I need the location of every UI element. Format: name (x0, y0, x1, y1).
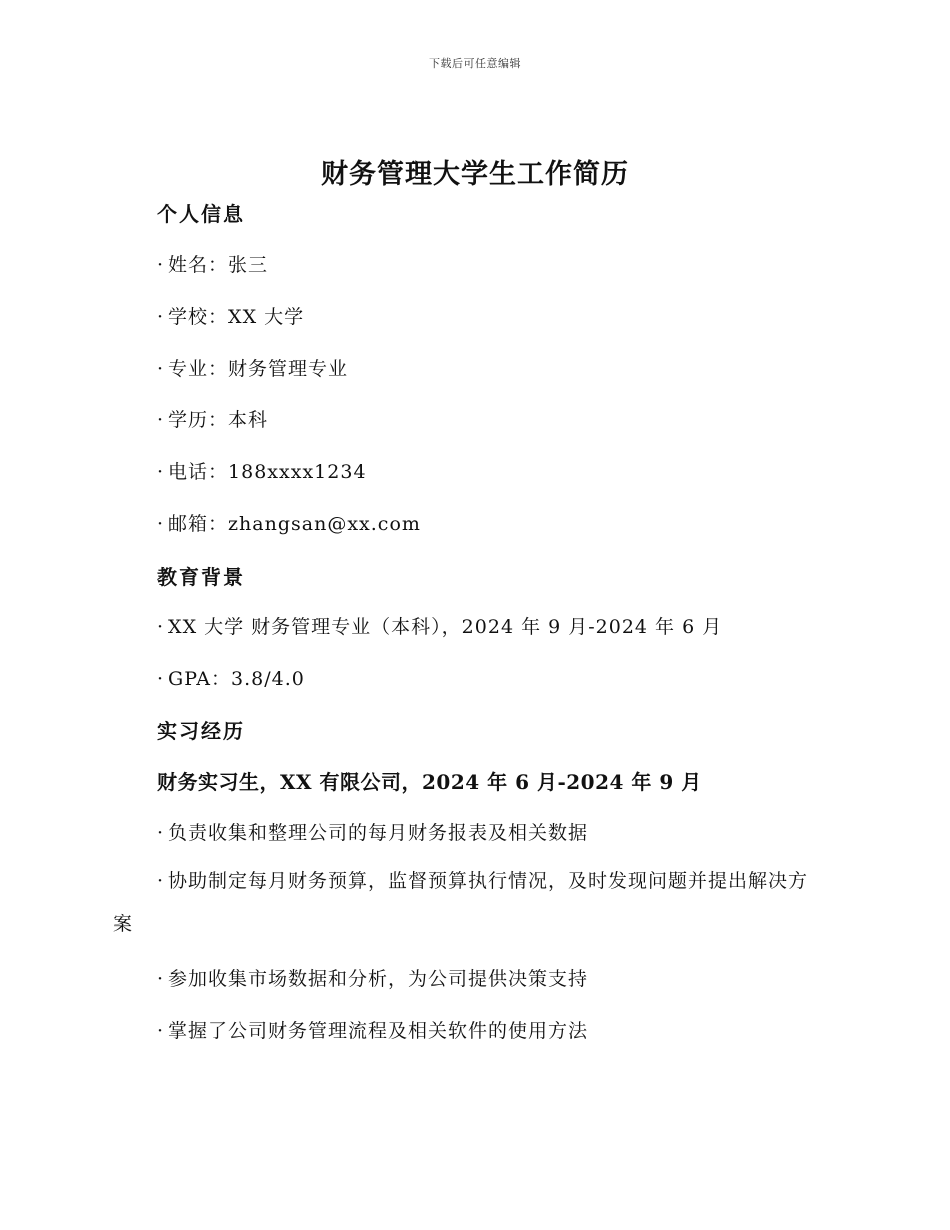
personal-school: 学校：XX 大学 (168, 306, 305, 328)
internship-subheading: 财务实习生，XX 有限公司，2024 年 6 月-2024 年 9 月 (157, 770, 702, 794)
bullet: · (157, 461, 165, 483)
bullet: · (157, 968, 165, 990)
list-item (157, 1016, 588, 1043)
list-item (157, 354, 348, 381)
bullet: · (157, 870, 165, 892)
section-heading-education: 教育背景 (157, 565, 245, 589)
list-item (157, 818, 588, 845)
header-note: 下载后可任意编辑 (429, 57, 521, 70)
list-item (157, 302, 304, 329)
page-title: 财务管理大学生工作简历 (321, 159, 629, 190)
bullet: · (157, 668, 165, 690)
list-item (157, 405, 268, 432)
internship-duty: 负责收集和整理公司的每月财务报表及相关数据 (168, 822, 589, 844)
personal-name: 姓名：张三 (168, 254, 269, 276)
personal-email: 邮箱：zhangsan@xx.com (168, 513, 421, 535)
bullet: · (157, 254, 165, 276)
section-heading-internship: 实习经历 (157, 719, 245, 743)
personal-degree: 学历：本科 (168, 409, 269, 431)
bullet: · (157, 513, 165, 535)
list-item (157, 612, 722, 639)
section-heading-personal: 个人信息 (157, 202, 245, 226)
bullet: · (157, 616, 165, 638)
list-item (113, 860, 828, 946)
internship-duty: 掌握了公司财务管理流程及相关软件的使用方法 (168, 1020, 589, 1042)
bullet: · (157, 1020, 165, 1042)
list-item (157, 457, 367, 484)
internship-duty: 协助制定每月财务预算，监督预算执行情况，及时发现问题并提出解决方案 (113, 870, 809, 935)
personal-phone: 电话：188xxxx1234 (168, 461, 367, 483)
education-school: XX 大学 财务管理专业（本科），2024 年 9 月-2024 年 6 月 (168, 616, 723, 638)
bullet: · (157, 306, 165, 328)
bullet: · (157, 409, 165, 431)
personal-major: 专业：财务管理专业 (168, 358, 349, 380)
list-item (157, 964, 588, 991)
list-item (157, 250, 268, 277)
bullet: · (157, 358, 165, 380)
bullet: · (157, 822, 165, 844)
list-item (157, 664, 305, 691)
list-item (157, 509, 421, 536)
education-gpa: GPA：3.8/4.0 (168, 668, 305, 690)
internship-duty: 参加收集市场数据和分析，为公司提供决策支持 (168, 968, 589, 990)
